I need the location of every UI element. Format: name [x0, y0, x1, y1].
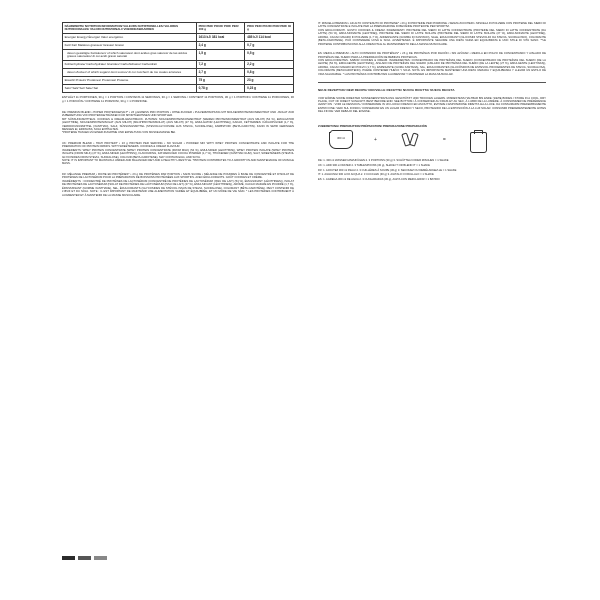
- print-registration-marks: [62, 556, 107, 560]
- right-column: [318, 22, 546, 183]
- row-value-fat-30g: 0,7 g: [245, 41, 294, 49]
- servings-note: ENTHÄLT 11 PORTIONEN, 30 g = 1 PORTION./ CONTAINS 11 SERVINGS, 30 g = 1 SERVING./ CONTIENT 11 PORTIONS, 30 g = 1 PORTION./ CONTIENE 11 PORCIONES, 30 g = 1 PORCIÓN./ CONTIENE 11 PORZIONI, 30 g = 1 PORZIONE.: [62, 95, 294, 103]
- text-block-it: [318, 22, 546, 46]
- preparation-step-3: [456, 132, 502, 153]
- new-recipe-banner: NEUE REZEPTUR/ NEW RECIPE/ NOUVELLE RECETTE/ NUOVA RICETTA/ NUEVA RECETA: [318, 87, 455, 92]
- text-block-es: [318, 52, 546, 76]
- col-header-per-100g: PRO/ PER/ POUR/ POR/ PER/ 100 g: [196, 23, 245, 34]
- table-row: [63, 49, 294, 60]
- print-mark-2: [78, 556, 91, 560]
- row-label-energy: Energie/ Energy/ Énergie/ Valor energético: [63, 34, 197, 42]
- table-row: [63, 41, 294, 49]
- row-label-saturates: davon gesättigte Fettsäuren/ of which saturates/ dont acides gras saturés/ de las ácidos grasos saturados/ di cui acidi grassi saturati: [63, 49, 197, 60]
- spoon-icon-right: [409, 133, 419, 147]
- text-es-body: CON EDULCORANTES. SABOR COOKIES & CREAM. INGREDIENTES: CONCENTRADO DE PROTEÍNAS DEL SUERO (CONCENTRADO DE PROTEÍNAS DEL SUERO (DE LA LECHE) (54 %), EMULGENTE (LECITINAS)), AISLADO DE PROTEÍNAS DEL SUERO (AISLADO DE PROTEÍNAS DEL SUERO (DE LA LECHE) (27 %), EMULGENTE (LECITINAS)), AROMA, CACAO MAGRO EN POLVO (1,7 %), ESPESANTE (GOMA XANTANA), SAL, EDULCORANTES (GLUCÓSIDOS DE ESTEVIOL PROCEDENTES DE STEVIA, SUCRALOSA), COLORANTE (BETACAROTENO). PUEDE CONTENER HUEVO Y SOJA. NOTA: ES IMPORTANTE MANTENER UNA DIETA VARIADA Y EQUILIBRADA Y LLEVAR UN ESTILO DE VIDA SALUDABLE. * LAS PROTEÍNAS CONTRIBUYEN A AUMENTAR Y MANTENER LA MASA MUSCULAR.: [318, 58, 546, 76]
- row-value-protein-30g: 23 g: [245, 77, 294, 85]
- preparation-title: ZUBEREITUNG/ PREPARATION/ PRÉPARATION/ PREPARAZIONE/ PREPARACIÓN: [318, 123, 427, 128]
- row-value-saturates-100g: 1,5 g: [196, 49, 245, 60]
- table-row: [63, 69, 294, 77]
- prep-instruction-it: IT: 1. AGGIUNGI 300 ml DI ACQUA 2. 3 CUCCHIAI (30 g) 3. AGITALO O FRULLALO = 1 SHAKE: [318, 173, 434, 177]
- row-value-energy-100g: 1613 kJ/ 381 kcal: [196, 34, 245, 42]
- text-block-uk: [62, 142, 294, 166]
- row-value-saturates-30g: 0,5 g: [245, 49, 294, 60]
- print-mark-1: [62, 556, 75, 560]
- row-value-sugars-30g: 0,8 g: [245, 69, 294, 77]
- text-de-title: DE: PREMIUM BLEND • HOHER PROTEINGEHALT* • 23 g EIWEISS PRO PORTION • OHNE ZUCKER • PULVERMISCHUNG MIT MOLKENPROTEINKONZENTRAT UND -ISOLAT ZUR ZUBEREITUNG VON PROTEINGETRÄNKEN FÜR SPORTLER/INNEN UND SPORTLER.: [62, 110, 294, 118]
- scoop-icon: [387, 132, 433, 148]
- preparation-instructions: [318, 159, 546, 183]
- prep-instruction-es: ES: 1. AGREGA 300 ml DE AGUA 2. 3 CUCHARADAS (30 g), AGITA CON MEZCLADOR = 1 BATIDO: [318, 178, 440, 182]
- text-uk-body: INGREDIENTS: WHEY PROTEIN CONCENTRATE (WHEY PROTEIN CONCENTRATE (FROM MILK) (54 %), EMULSIFIER (LECITHINS)), WHEY PROTEIN ISOLATE (WHEY PROTEIN ISOLATE (FROM MILK) (27 %), EMULSIFIER (LECITHINS)), FLAVOURING, FAT-REDUCED COCOA POWDER (1,7 %), THICKENER (XANTHAN GUM), SALT, SWEETENERS (STEVIOL GLYCOSIDES FROM STEVIA, SUCRALOSE), COLOUR (BETA-CAROTENE). MAY CONTAIN EGG, AND SOYA.: [62, 148, 294, 159]
- text-de-warning: *PROTEINE TRAGEN ZU EINER ZUNAHME UND ERHALTUNG VON MUSKELMASSE BEI.: [62, 131, 176, 135]
- arrow-icon-2: =: [442, 136, 446, 143]
- text-de-body: MIT SÜSSUNGSMITTELN. COOKIES & CREAM-GESCHMACK. ZUTATEN: MOLKENPROTEINKONZENTRAT (WEIZEN PROTEINKONZENTRAT (AUS MILCH) (54 %), EMULGATOR (LECITHINE), MOLKENPROTEINISOLAT (AUS MILCH) (MILCHPROTEINISOLAT) (AUS MILCH) (27 %), EMULGATOR (LECITHINE)), KAKAO, FETTARMES: KAKAOPULVER (1,7 %), VERDICKUNGSMITTEL (XANTHAN), SALZ, SÜSSUNGSMITTEL (STEVIOLGLYCOSIDE AUS STEVIA, SUCRALOSE), FARBSTOFF (BETA-CAROTIN). KANN IN SEHR GERINGEN MENGEN EI, ERDNUSS, SOJA ENTHALTEN.: [62, 117, 294, 131]
- row-label-carbohydrate: Kohlenhydrate/ Carbohydrate/ Glucides/ Carbohidratos/ Carboidrati: [63, 61, 197, 69]
- left-column: [62, 22, 294, 197]
- text-it-body: CON EDULCORANTI. GUSTO COOKIES & CREAM. INGREDIENTI: PROTEINE DEL SIERO DI LATTE CONCENTRATE (PROTEINE DEL SIERO DI LATTE CONCENTRATE (DA LATTE) (54 %), EMULSIONANTE (LECITINE)), PROTEINE DEL SIERO DI LATTE ISOLATE (PROTEINE DEL SIERO DI LATTE ISOLATE (27 %), EMULSIONANTE (LECITINE)), AROMA, CACAO MAGRO IN POLVERE (1,7 %), ADDENSANTE (GOMMA DI XANTANO), SALE, EDULCORANTI (GLICOSIDI STEVIOLICI DA STEVIA, SUCRALOSIO), COLORANTE (BETA-CAROTENE). PUÒ CONTENERE UOVA E SOIA. AVVERTENZA: È IMPORTANTE SEGUIRE UNA DIETA VARIA ED EQUILIBRATA E UNO STILE DI VITA SANO. **LE PROTEINE CONTRIBUISCONO ALLA CRESCITA E AL MANTENIMENTO DELLA MASSA MUSCOLARE.: [318, 28, 546, 46]
- table-row: [63, 34, 294, 42]
- shaker-bottle-icon: [470, 132, 487, 153]
- row-value-salt-100g: 0,78 g: [196, 85, 245, 93]
- row-value-energy-30g: 485 kJ/ 114 kcal: [245, 34, 294, 42]
- text-it-title: IT: MISCELA PREMIUM • AD ALTO CONTENUTO DI PROTEINE* • 23 g DI PROTEINE PER PORZIONE • SENZA ZUCCHERI • MISCELA IN POLVERE CON PROTEINE DEL SIERO DI LATTE CONCENTRATE E ISOLATE PER LA PREPARAZIONE DI BEVANDE PROTEICHE PER SPORTIVI.: [318, 22, 546, 29]
- row-label-salt: Salz/ Salt/ Sel/ Sale/ Sal: [63, 85, 197, 93]
- preparation-step-2: [387, 132, 433, 148]
- row-value-sugars-100g: 2,7 g: [196, 69, 245, 77]
- arrow-icon: +: [374, 136, 377, 143]
- row-value-fat-100g: 2,4 g: [196, 41, 245, 49]
- row-label-protein: Eiweiß/ Protein/ Protéines/ Proteínas/ Proteine: [63, 77, 197, 85]
- col-header-per-30g: PRO/ PER/ POUR/ POR/ PER/ 30 g: [245, 23, 294, 34]
- text-block-de: [62, 111, 294, 135]
- prep-instruction-de: DE: 1. 300 ml WASSER HINZUFÜGEN 2. 3 PORTIONS (30 g) 3. SCHÜTTELN ODER MISCHEN = 1 SHAKE: [318, 158, 449, 162]
- prep-instruction-uk: UK: 1. ADD 300 ml WATER 2. 3 TABLESPOONS (30 g), SHAKE IT OR BLEND IT = 1 SHAKE: [318, 163, 430, 167]
- nutrition-table-body: [63, 34, 294, 93]
- preparation-step-1: [318, 132, 364, 149]
- row-value-carbohydrate-30g: 2,2 g: [245, 61, 294, 69]
- text-block-fr: [62, 173, 294, 197]
- col-header-name: NÄHRWERTE/ NUTRITION INFORMATION/ VALEURS NUTRITIONELLES/ VALORES NUTRICIONALES/ VALORI NUTRIZIONALI/ VOEDINGSWAARDEN: [63, 23, 197, 34]
- preparation-steps: [318, 132, 546, 153]
- row-label-fat: Fett/ Fat/ Matières grasses/ Grasas/ Grassi: [63, 41, 197, 49]
- text-fr-body: INGRÉDIENTS : CONCENTRÉ DE PROTÉINES DE LACTOSÉRUM (CONCENTRÉ DE PROTÉINES DE LACTOSÉRUM (ISSU DE LAIT) (54 %), ÉMULSIFIANT (LÉCITHINES)), ISOLAT DE PROTÉINES DE LACTOSÉRUM (ISOLAT DE PROTÉINES DE LACTOSÉRUM (ISSU DE LAIT) (27 %), ÉMULSIFIANT (LÉCITHINES)), ARÔME, CACAO MAIGRE EN POUDRE (1,7 %), ÉPAISSISSANT (GOMME XANTHANE), SEL, ÉDULCORANTS (GLYCOSIDES DE STÉVIOL ISSUS DE STEVIA, SUCRALOSE), COLORANT (BÊTA-CAROTÈNE). PEUT CONTENIR DE L'ŒUF ET DU SOJA. NOTE : IL EST IMPORTANT DE MAINTENIR UNE ALIMENTATION VARIÉE ET ÉQUILIBRÉE, ET UN MODE DE VIE SAIN. * LES PROTÉINES CONTRIBUENT À AUGMENTER ET À MAINTENIR DE LA MASSE MUSCULAIRE.: [62, 179, 295, 197]
- prep-instruction-fr: FR: 1. AJOUTEZ 300 ml D'EAU 2. 3 CUILLÈRES À SOUPE (30 g) 3. SECOUEZ OU DEMÉLANGEZ-LE = 1 SHAKE: [318, 168, 457, 172]
- table-row: [63, 77, 294, 85]
- water-glass-icon: [329, 132, 353, 149]
- table-header-row: [63, 23, 294, 34]
- row-value-protein-100g: 75 g: [196, 77, 245, 85]
- nutrition-table: [62, 22, 294, 93]
- water-amount-label: 300 ml: [337, 136, 345, 140]
- print-mark-3: [94, 556, 107, 560]
- text-fr-title: FR: MÉLANGE PREMIUM • RICHE EN PROTÉINES* • 23 g DE PROTÉINES PAR PORTION • SANS SUCRE • MÉLANGE DE POUDRES À BASE DE CONCENTRÉ ET D'ISOLAT DE PROTÉINES DE LACTOSÉRUM POUR LA PRÉPARATION DE BOISSONS PROTÉINÉES AUX SPORTIFS. AVEC ÉDULCORANTS. GOÛT COOKIES ET CRÈME.: [62, 172, 294, 180]
- text-uk-title: UK: PREMIUM BLEND • HIGH PROTEIN* • 23 g PROTEIN PER SERVING • NO SUGAR • POWDER MIX WITH WHEY PROTEIN CONCENTRATE AND ISOLATE FOR THE PREPARATION OF PROTEIN DRINKS. WITH SWEETENERS. COOKIES & CREAM FLAVOUR.: [62, 141, 294, 149]
- table-row: [63, 61, 294, 69]
- table-row: [63, 85, 294, 93]
- row-value-carbohydrate-100g: 7,2 g: [196, 61, 245, 69]
- row-label-sugars: davon Zucker/ of which sugars/ dont sucres/ di cui zuccheri/ de los cuales azúcares: [63, 69, 197, 77]
- text-es-title: ES: MEZCLA PREMIUM • ALTO CONTENIDO DE PROTEÍNAS* • 23 g DE PROTEÍNAS POR RACIÓN • SIN AZÚCAR • MEZCLA EN POLVO DE CONCENTRADO Y AISLADO DE PROTEÍNAS DEL SUERO PARA LA PREPARACIÓN DE BEBIDAS PROTEICAS.: [318, 52, 546, 59]
- text-uk-warning: NOTE: IT IS IMPORTANT TO MAINTAIN A VARIED AND BALANCED DIET AND A HEALTHY LIFESTYLE. *PROTEIN CONTRIBUTES TO A GROWTH IN AND MAINTENANCE OF MUSCLE MASS.: [62, 159, 294, 166]
- storage-instructions: VOR WÄRME SOWIE DIREKTER SONNENEINSTRAHLUNG GESCHÜTZT UND TROCKEN LAGERN. MINDESTENS HALTBAR BIS ENDE: SIEHE BODEN./ STORE IN A COOL, DRY PLACE, OUT OF DIRECT SUNLIGHT. BEST BEFORE END: SEE BOTTOM./ À CONSERVER AU FRAIS ET AU SEC, À L'ABRI DE LA LUMIÈRE. À CONSOMMER DE PRÉFÉRENCE AVANT FIN : VOIR LE DESSOUS./ CONSERVARE IN UN LUOGO FRESCO ED ASCIUTTO, EVITARE L'ESPOSIZIONE DIRETTA ALLA LUCE. DA CONSUMARSI PREFERIBILMENTE ENTRO FINE: VEDI SUL FONDO./ CONSERVAR EN UN LUGAR FRESCO Y SECO, PROTEGIDO DE LA EXPOSICIÓN A LA LUZ SOLAR. CONSUMIR PREFERENTEMENTE ANTES DEL FIN DE: VER DEBAJO DEL ENVASE.: [318, 96, 546, 114]
- row-value-salt-30g: 0,23 g: [245, 85, 294, 93]
- nutrition-table-head: [63, 23, 294, 34]
